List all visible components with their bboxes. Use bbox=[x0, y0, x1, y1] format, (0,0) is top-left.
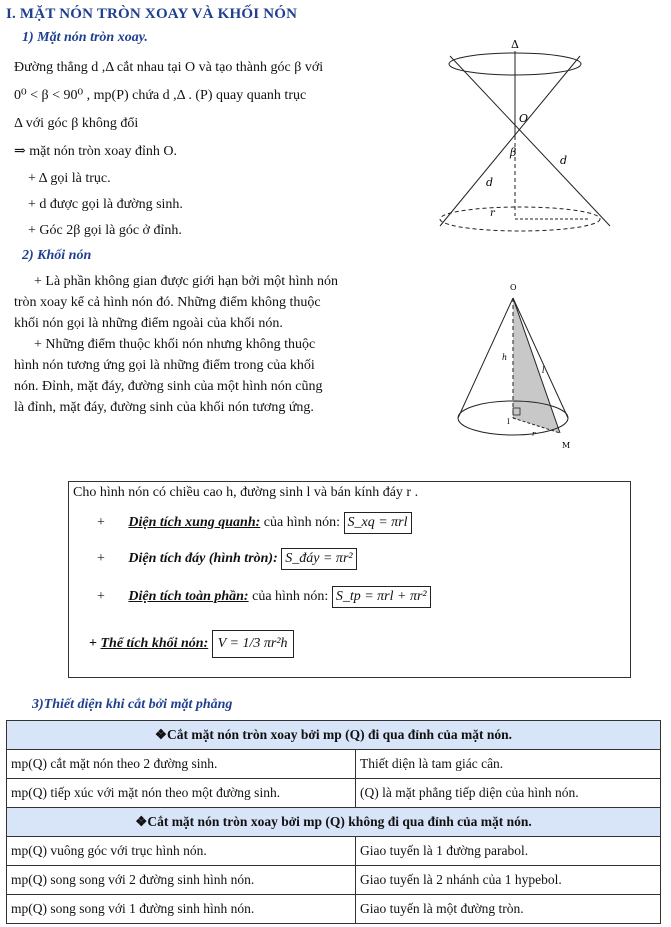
formula-suffix: của hình nón: bbox=[252, 589, 329, 604]
table-row bbox=[7, 895, 661, 924]
formula-label: Diện tích toàn phần: bbox=[128, 589, 249, 604]
table-cell: mp(Q) song song với 1 đường sinh hình nón. bbox=[7, 895, 356, 924]
table-header-row bbox=[7, 721, 661, 750]
section-table bbox=[6, 720, 661, 924]
label-beta: β bbox=[510, 146, 517, 159]
section3-heading: 3)Thiết diện khi cắt bởi mặt phẳng bbox=[32, 697, 233, 712]
label-d: d bbox=[486, 176, 494, 189]
s1-line: + d được gọi là đường sinh. bbox=[28, 197, 183, 212]
formula-row bbox=[97, 548, 357, 570]
table-cell: mp(Q) vuông góc với trục hình nón. bbox=[7, 837, 356, 866]
table-cell: mp(Q) cắt mặt nón theo 2 đường sinh. bbox=[7, 750, 356, 779]
section2-text bbox=[14, 272, 414, 419]
s2-line: + Là phần không gian được giới hạn bởi một hình nón bbox=[34, 274, 339, 289]
table-header: ❖Cắt mặt nón tròn xoay bởi mp (Q) đi qua đỉnh của mặt nón. bbox=[7, 721, 661, 750]
table-row bbox=[7, 837, 661, 866]
generator-line bbox=[440, 56, 580, 226]
label-l: l bbox=[542, 366, 545, 375]
table-row bbox=[7, 779, 661, 808]
s2-line: là đỉnh, mặt đáy, đường sinh của khối nón tương ứng. bbox=[14, 400, 314, 415]
label-r: r bbox=[490, 208, 495, 219]
label-d: d bbox=[560, 154, 568, 167]
page-title: I. MẶT NÓN TRÒN XOAY VÀ KHỐI NÓN bbox=[6, 6, 298, 22]
formula-row bbox=[89, 630, 294, 658]
formula-label: Thể tích khối nón: bbox=[100, 636, 209, 651]
section2-heading: 2) Khối nón bbox=[22, 248, 92, 263]
formula-box bbox=[68, 481, 631, 678]
bullet: + bbox=[97, 551, 105, 566]
formula-volume: V = 1/3 πr²h bbox=[212, 630, 294, 658]
table-cell: (Q) là mặt phẳng tiếp diện của hình nón. bbox=[356, 779, 661, 808]
label-r: r bbox=[532, 430, 536, 438]
label-axis: Δ bbox=[511, 38, 519, 51]
bullet: + bbox=[97, 515, 105, 530]
table-header-row bbox=[7, 808, 661, 837]
formula-sday: S_đáy = πr² bbox=[281, 548, 356, 570]
s2-line: tròn xoay kể cả hình nón đó. Những điểm không thuộc bbox=[14, 295, 321, 310]
table-row bbox=[7, 750, 661, 779]
label-m: M bbox=[562, 441, 571, 450]
label-i: I bbox=[507, 418, 510, 426]
table-cell: mp(Q) song song với 2 đường sinh hình nón. bbox=[7, 866, 356, 895]
table-cell: Thiết diện là tam giác cân. bbox=[356, 750, 661, 779]
formula-row bbox=[97, 512, 412, 534]
s1-line: 0⁰ < β < 90⁰ , mp(P) chứa d ,Δ . (P) quay quanh trục bbox=[14, 88, 307, 103]
table-cell: mp(Q) tiếp xúc với mặt nón theo một đường sinh. bbox=[7, 779, 356, 808]
label-apex: O bbox=[519, 112, 529, 125]
s1-line: ⇒ mặt nón tròn xoay đỉnh O. bbox=[14, 144, 177, 159]
s2-line: nón. Đỉnh, mặt đáy, đường sinh của một hình nón cũng bbox=[14, 379, 323, 394]
s1-line: Đường thẳng d ,Δ cắt nhau tại O và tạo thành góc β với bbox=[14, 60, 324, 75]
solid-cone-figure bbox=[450, 278, 600, 458]
s2-line: hình nón tương ứng gọi là những điểm trong của khối bbox=[14, 358, 315, 373]
formula-intro: Cho hình nón có chiều cao h, đường sinh l và bán kính đáy r . bbox=[73, 485, 419, 500]
s1-line: Δ với góc β không đổi bbox=[14, 116, 139, 131]
formula-label: Diện tích xung quanh: bbox=[128, 515, 261, 530]
formula-sxq: S_xq = πrl bbox=[344, 512, 412, 534]
s2-line: + Những điểm thuộc khối nón nhưng không thuộc bbox=[34, 337, 316, 352]
label-h: h bbox=[502, 353, 508, 362]
s2-line: khối nón gọi là những điểm ngoài của khối nón. bbox=[14, 316, 283, 331]
section1-text bbox=[14, 54, 424, 244]
bullet: + bbox=[97, 589, 105, 604]
label-apex: O bbox=[510, 283, 517, 292]
formula-suffix: của hình nón: bbox=[263, 515, 340, 530]
table-row bbox=[7, 866, 661, 895]
generator-line bbox=[450, 56, 610, 226]
section1-heading: 1) Mặt nón tròn xoay. bbox=[22, 30, 148, 45]
formula-label: Diện tích đáy (hình tròn): bbox=[128, 551, 278, 566]
s1-line: + Góc 2β gọi là góc ở đỉnh. bbox=[28, 223, 182, 238]
table-cell: Giao tuyến là một đường tròn. bbox=[356, 895, 661, 924]
table-cell: Giao tuyến là 2 nhánh của 1 hypebol. bbox=[356, 866, 661, 895]
table-cell: Giao tuyến là 1 đường parabol. bbox=[356, 837, 661, 866]
formula-row bbox=[97, 586, 431, 608]
bullet: + bbox=[89, 636, 97, 651]
double-cone-figure bbox=[430, 36, 660, 246]
formula-stp: S_tp = πrl + πr² bbox=[332, 586, 431, 608]
table-header: ❖Cắt mặt nón tròn xoay bởi mp (Q) không đi qua đỉnh của mặt nón. bbox=[7, 808, 661, 837]
s1-line: + Δ gọi là trục. bbox=[28, 171, 111, 186]
